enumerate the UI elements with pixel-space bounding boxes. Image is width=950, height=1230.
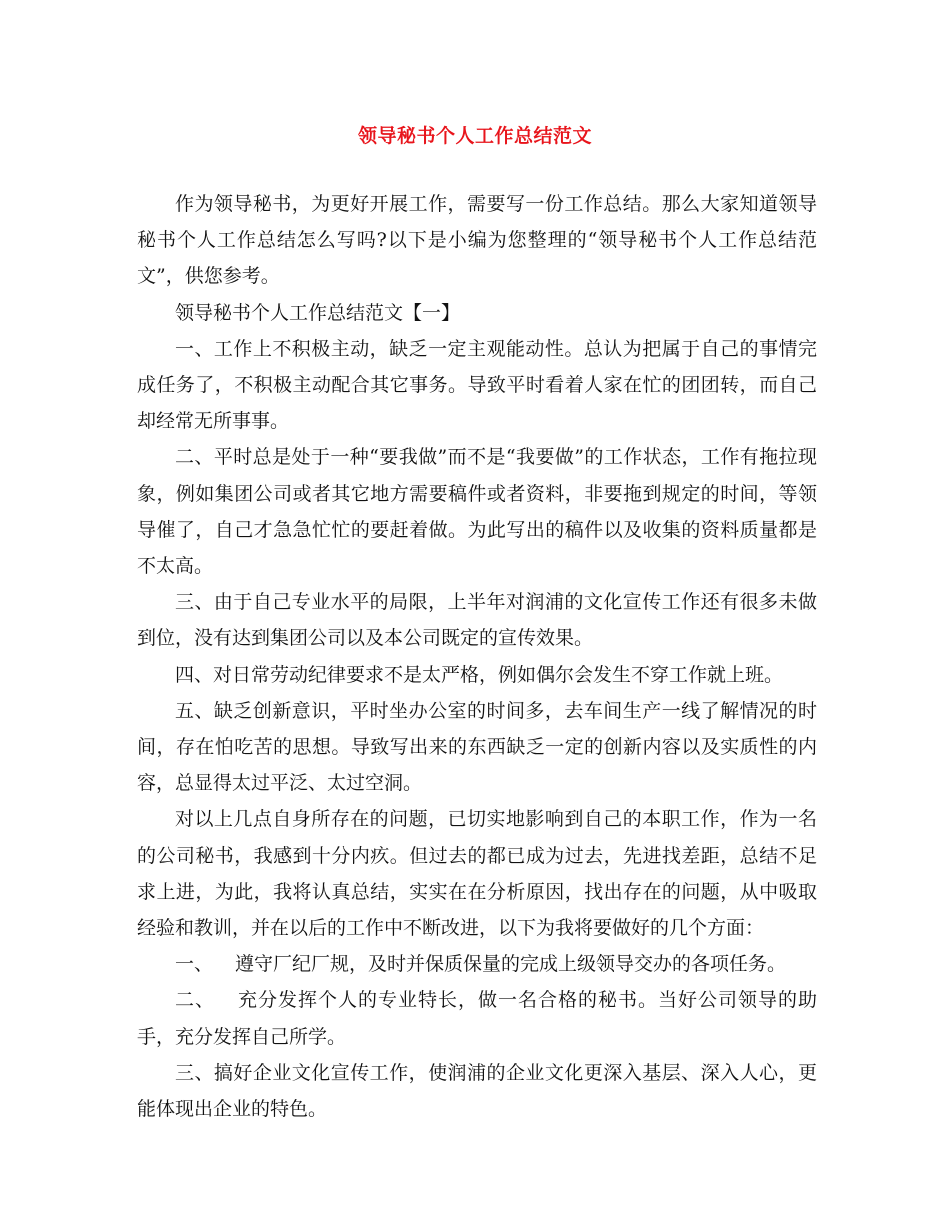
document-body <box>137 186 817 1127</box>
problem-paragraph-2: 二、平时总是处于一种“要我做”而不是“我要做”的工作状态，工作有拖拉现象，例如集团公司或者其它地方需要稿件或者资料，非要拖到规定的时间，等领导催了，自己才急急忙忙的要赶着做。为此写出的稿件以及收集的资料质量都是不太高。 <box>137 446 817 578</box>
plan-item-number: 一、 <box>175 953 214 976</box>
document-title: 领导秘书个人工作总结范文 <box>357 125 592 147</box>
reflection-paragraph: 对以上几点自身所存在的问题，已切实地影响到自己的本职工作，作为一名的公司秘书，我感到十分内疚。但过去的都已成为过去，先进找差距，总结不足求上进，为此，我将认真总结，实实在在分析原因，找出存在的问题，从中吸取经验和教训，并在以后的工作中不断改进，以下为我将要做好的几个方面： <box>137 808 817 940</box>
plan-item-3: 三、搞好企业文化宣传工作，使润浦的企业文化更深入基层、深入人心，更能体现出企业的特色。 <box>137 1061 817 1121</box>
plan-item-1 <box>137 946 817 982</box>
plan-item-text: 充分发挥个人的专业特长，做一名合格的秘书。当好公司领导的助手，充分发挥自己所学。 <box>137 989 817 1048</box>
plan-item-number: 二、 <box>175 989 215 1012</box>
problem-paragraph-5: 五、缺乏创新意识，平时坐办公室的时间多，去车间生产一线了解情况的时间，存在怕吃苦的思想。导致写出来的东西缺乏一定的创新内容以及实质性的内容，总显得太过平泛、太过空洞。 <box>137 699 817 795</box>
plan-item-2 <box>137 982 817 1054</box>
intro-paragraph: 作为领导秘书，为更好开展工作，需要写一份工作总结。那么大家知道领导秘书个人工作总结怎么写吗?以下是小编为您整理的“领导秘书个人工作总结范文”，供您参考。 <box>137 193 817 288</box>
problem-paragraph-4: 四、对日常劳动纪律要求不是太严格，例如偶尔会发生不穿工作就上班。 <box>175 663 784 686</box>
plan-item-text: 遵守厂纪厂规，及时并保质保量的完成上级领导交办的各项任务。 <box>235 953 787 976</box>
section-heading: 领导秘书个人工作总结范文【一】 <box>175 301 461 324</box>
problem-paragraph-3: 三、由于自己专业水平的局限，上半年对润浦的文化宣传工作还有很多未做到位，没有达到集团公司以及本公司既定的宣传效果。 <box>137 591 817 650</box>
problem-paragraph-1: 一、工作上不积极主动，缺乏一定主观能动性。总认为把属于自己的事情完成任务了，不积极主动配合其它事务。导致平时看着人家在忙的团团转，而自己却经常无所事事。 <box>137 337 817 433</box>
